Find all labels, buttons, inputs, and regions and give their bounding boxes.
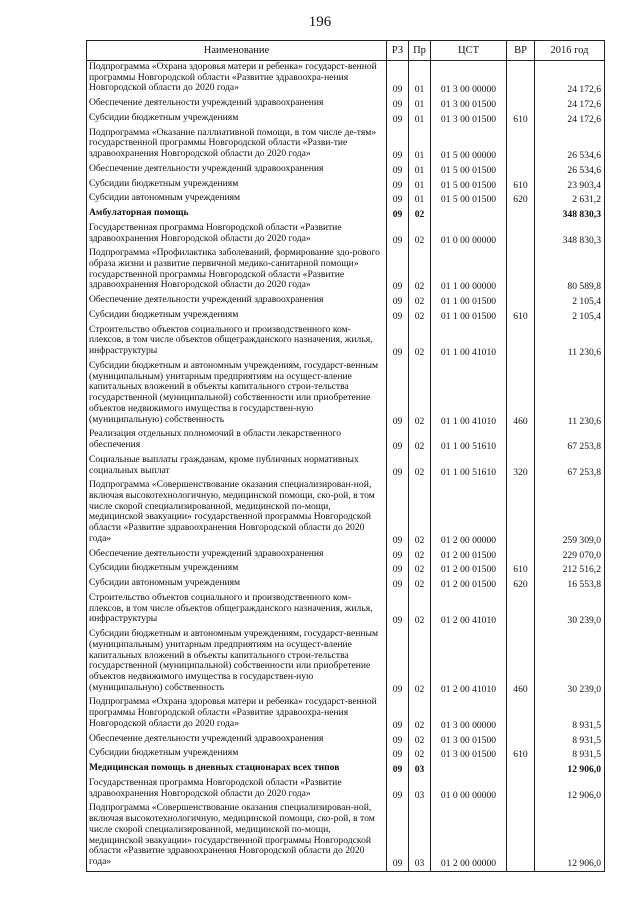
row-pr: 02	[409, 696, 431, 732]
row-pr: 01	[409, 163, 431, 178]
row-vr: 320	[507, 454, 535, 479]
row-name: Реализация отдельных полномочий в области лекарственного обеспечения	[87, 428, 387, 453]
row-sum: 12 906,0	[535, 802, 605, 871]
row-sum: 8 931,5	[535, 747, 605, 762]
table-row	[87, 207, 605, 222]
row-rz: 09	[387, 222, 409, 247]
row-pr: 01	[409, 192, 431, 207]
row-name: Подпрограмма «Охрана здоровья матери и ребенка» государст-венной программы Новгородской области «Развитие здравоохра-нения Новгородской области до 2020 года»	[87, 61, 387, 98]
row-pr: 02	[409, 479, 431, 547]
row-rz: 09	[387, 562, 409, 577]
budget-table	[86, 40, 605, 872]
row-cst: 01 0 00 00000	[431, 777, 507, 802]
row-vr	[507, 247, 535, 294]
row-vr: 620	[507, 192, 535, 207]
row-rz: 09	[387, 247, 409, 294]
row-cst: 01 2 00 00000	[431, 479, 507, 547]
header-vr: ВР	[507, 41, 535, 61]
row-rz: 09	[387, 112, 409, 127]
row-pr: 02	[409, 733, 431, 748]
row-vr	[507, 324, 535, 360]
table-row	[87, 802, 605, 871]
row-pr: 02	[409, 577, 431, 592]
row-cst: 01 3 00 01500	[431, 747, 507, 762]
table-row	[87, 309, 605, 324]
row-pr: 01	[409, 61, 431, 98]
row-pr: 01	[409, 127, 431, 163]
table-row	[87, 163, 605, 178]
row-sum: 259 309,0	[535, 479, 605, 547]
row-rz: 09	[387, 592, 409, 628]
row-cst: 01 1 00 00000	[431, 247, 507, 294]
row-name: Строительство объектов социального и производственного ком-плексов, в том числе объектов общегражданского назначения, жилья, инфраструктуры	[87, 592, 387, 628]
row-vr	[507, 592, 535, 628]
header-year: 2016 год	[535, 41, 605, 61]
row-pr: 02	[409, 222, 431, 247]
row-sum: 229 070,0	[535, 548, 605, 563]
row-sum: 2 631,2	[535, 192, 605, 207]
row-cst: 01 5 00 01500	[431, 178, 507, 193]
row-sum: 67 253,8	[535, 454, 605, 479]
row-cst: 01 5 00 01500	[431, 192, 507, 207]
row-rz: 09	[387, 747, 409, 762]
table-row	[87, 562, 605, 577]
row-sum: 67 253,8	[535, 428, 605, 453]
row-sum: 8 931,5	[535, 696, 605, 732]
table-row	[87, 777, 605, 802]
row-cst: 01 1 00 51610	[431, 428, 507, 453]
row-cst	[431, 207, 507, 222]
row-vr	[507, 696, 535, 732]
row-pr: 03	[409, 762, 431, 777]
row-rz: 09	[387, 454, 409, 479]
row-rz: 09	[387, 802, 409, 871]
row-vr	[507, 777, 535, 802]
row-name: Обеспечение деятельности учреждений здравоохранения	[87, 294, 387, 309]
row-vr	[507, 97, 535, 112]
row-rz: 09	[387, 192, 409, 207]
row-sum: 11 230,6	[535, 360, 605, 428]
row-vr: 460	[507, 360, 535, 428]
row-name: Субсидии бюджетным учреждениям	[87, 309, 387, 324]
row-sum: 12 906,0	[535, 762, 605, 777]
row-rz: 09	[387, 178, 409, 193]
row-rz: 09	[387, 777, 409, 802]
row-cst: 01 2 00 01500	[431, 548, 507, 563]
row-name: Подпрограмма «Совершенствование оказания специализирован-ной, включая высокотехнологичную, медицинской помощи, ско-рой, в том числе скорой специализированной, медицинской по-мощи, медицинской эвакуации» государственной программы Новгородской области «Развитие здравоохранения Новгородской области до 2020 года»	[87, 479, 387, 547]
row-sum: 30 239,0	[535, 592, 605, 628]
table-row	[87, 127, 605, 163]
header-rz: РЗ	[387, 41, 409, 61]
table-row	[87, 428, 605, 453]
row-vr	[507, 207, 535, 222]
table-row	[87, 61, 605, 98]
row-name: Амбулаторная помощь	[87, 207, 387, 222]
header-pr: Пр	[409, 41, 431, 61]
row-sum: 30 239,0	[535, 628, 605, 696]
table-row	[87, 324, 605, 360]
row-rz: 09	[387, 294, 409, 309]
row-vr	[507, 163, 535, 178]
row-cst: 01 1 00 01500	[431, 309, 507, 324]
row-cst: 01 3 00 01500	[431, 112, 507, 127]
row-pr: 02	[409, 360, 431, 428]
row-sum: 2 105,4	[535, 309, 605, 324]
row-name: Субсидии автономным учреждениям	[87, 577, 387, 592]
row-pr: 01	[409, 178, 431, 193]
row-rz: 09	[387, 309, 409, 324]
row-sum: 11 230,6	[535, 324, 605, 360]
header-cst: ЦСТ	[431, 41, 507, 61]
table-row	[87, 178, 605, 193]
row-vr	[507, 762, 535, 777]
row-cst	[431, 762, 507, 777]
header-name: Наименование	[87, 41, 387, 61]
row-cst: 01 2 00 00000	[431, 802, 507, 871]
row-rz: 09	[387, 628, 409, 696]
row-name: Субсидии бюджетным учреждениям	[87, 562, 387, 577]
row-pr: 02	[409, 247, 431, 294]
row-rz: 09	[387, 577, 409, 592]
row-cst: 01 3 00 01500	[431, 733, 507, 748]
row-name: Субсидии бюджетным учреждениям	[87, 178, 387, 193]
row-name: Субсидии бюджетным и автономным учреждениям, государст-венным (муниципальным) унитарным предприятиям на осущест-вление капитальных вложений в объекты капитального строи-тельства государственной (муниципальной) собственности или приобретение объектов недвижимого имущества в государствен-ную (муниципальную) собственность	[87, 628, 387, 696]
table-row	[87, 592, 605, 628]
row-rz: 09	[387, 479, 409, 547]
row-sum: 26 534,6	[535, 127, 605, 163]
row-sum: 24 172,6	[535, 61, 605, 98]
table-row	[87, 548, 605, 563]
row-pr: 01	[409, 97, 431, 112]
row-vr	[507, 479, 535, 547]
row-vr: 610	[507, 178, 535, 193]
row-pr: 02	[409, 562, 431, 577]
row-cst: 01 2 00 01500	[431, 562, 507, 577]
table-row	[87, 479, 605, 547]
row-vr	[507, 428, 535, 453]
row-sum: 23 903,4	[535, 178, 605, 193]
table-row	[87, 97, 605, 112]
row-cst: 01 2 00 01500	[431, 577, 507, 592]
row-rz: 09	[387, 428, 409, 453]
row-pr: 03	[409, 777, 431, 802]
row-pr: 02	[409, 207, 431, 222]
row-cst: 01 5 00 00000	[431, 127, 507, 163]
row-name: Обеспечение деятельности учреждений здравоохранения	[87, 548, 387, 563]
row-name: Субсидии автономным учреждениям	[87, 192, 387, 207]
row-sum: 8 931,5	[535, 733, 605, 748]
table-row	[87, 747, 605, 762]
row-cst: 01 1 00 41010	[431, 360, 507, 428]
row-cst: 01 1 00 41010	[431, 324, 507, 360]
table-body	[87, 61, 605, 872]
row-rz: 09	[387, 733, 409, 748]
row-rz: 09	[387, 97, 409, 112]
row-rz: 09	[387, 127, 409, 163]
row-pr: 02	[409, 309, 431, 324]
row-name: Обеспечение деятельности учреждений здравоохранения	[87, 97, 387, 112]
row-vr	[507, 294, 535, 309]
row-vr: 610	[507, 112, 535, 127]
table-row	[87, 112, 605, 127]
table-header-row	[87, 41, 605, 61]
row-name: Подпрограмма «Оказание паллиативной помощи, в том числе де-тям» государственной программы Новгородской области «Разви-тие здравоохранения Новгородской области до 2020 года»	[87, 127, 387, 163]
row-vr: 620	[507, 577, 535, 592]
row-pr: 02	[409, 428, 431, 453]
row-name: Субсидии бюджетным учреждениям	[87, 747, 387, 762]
row-name: Подпрограмма «Профилактика заболеваний, формирование здо-рового образа жизни и развитие первичной медико-санитарной помощи» государственной программы Новгородской области «Развитие здравоохранения Новгородской области до 2020 года»	[87, 247, 387, 294]
row-pr: 01	[409, 112, 431, 127]
row-name: Государственная программа Новгородской области «Развитие здравоохранения Новгородской области до 2020 года»	[87, 222, 387, 247]
row-vr: 610	[507, 747, 535, 762]
row-cst: 01 2 00 41010	[431, 592, 507, 628]
row-cst: 01 1 00 01500	[431, 294, 507, 309]
row-pr: 02	[409, 628, 431, 696]
row-vr	[507, 127, 535, 163]
row-vr	[507, 548, 535, 563]
row-rz: 09	[387, 548, 409, 563]
row-sum: 16 553,8	[535, 577, 605, 592]
row-vr: 610	[507, 309, 535, 324]
row-sum: 80 589,8	[535, 247, 605, 294]
row-rz: 09	[387, 61, 409, 98]
table-row	[87, 454, 605, 479]
row-vr: 460	[507, 628, 535, 696]
row-vr: 610	[507, 562, 535, 577]
row-cst: 01 1 00 51610	[431, 454, 507, 479]
row-name: Подпрограмма «Совершенствование оказания специализирован-ной, включая высокотехнологичную, медицинской помощи, ско-рой, в том числе скорой специализированной, медицинской по-мощи, медицинской эвакуации» государственной программы Новгородской области «Развитие здравоохранения Новгородской области до 2020 года»	[87, 802, 387, 871]
table-row	[87, 577, 605, 592]
row-name: Социальные выплаты гражданам, кроме публичных нормативных социальных выплат	[87, 454, 387, 479]
row-sum: 212 516,2	[535, 562, 605, 577]
row-pr: 03	[409, 802, 431, 871]
table-row	[87, 294, 605, 309]
row-pr: 02	[409, 747, 431, 762]
row-name: Субсидии бюджетным и автономным учреждениям, государст-венным (муниципальным) унитарным предприятиям на осущест-вление капитальных вложений в объекты капитального строи-тельства государственной (муниципальной) собственности или приобретение объектов недвижимого имущества в государствен-ную (муниципальную) собственность	[87, 360, 387, 428]
row-pr: 02	[409, 592, 431, 628]
row-cst: 01 2 00 41010	[431, 628, 507, 696]
row-vr	[507, 733, 535, 748]
row-vr	[507, 61, 535, 98]
row-cst: 01 5 00 01500	[431, 163, 507, 178]
row-name: Обеспечение деятельности учреждений здравоохранения	[87, 733, 387, 748]
row-sum: 2 105,4	[535, 294, 605, 309]
row-name: Субсидии бюджетным учреждениям	[87, 112, 387, 127]
row-rz: 09	[387, 324, 409, 360]
table-row	[87, 247, 605, 294]
row-name: Подпрограмма «Охрана здоровья матери и ребенка» государст-венной программы Новгородской области «Развитие здравоохра-нения Новгородской области до 2020 года»	[87, 696, 387, 732]
table-row	[87, 360, 605, 428]
row-sum: 348 830,3	[535, 207, 605, 222]
table-row	[87, 733, 605, 748]
row-pr: 02	[409, 294, 431, 309]
row-pr: 02	[409, 548, 431, 563]
row-name: Государственная программа Новгородской области «Развитие здравоохранения Новгородской области до 2020 года»	[87, 777, 387, 802]
row-vr	[507, 222, 535, 247]
row-sum: 12 906,0	[535, 777, 605, 802]
row-vr	[507, 802, 535, 871]
row-name: Медицинская помощь в дневных стационарах всех типов	[87, 762, 387, 777]
row-rz: 09	[387, 696, 409, 732]
row-sum: 24 172,6	[535, 97, 605, 112]
table-row	[87, 696, 605, 732]
row-cst: 01 3 00 00000	[431, 696, 507, 732]
table-row	[87, 762, 605, 777]
row-cst: 01 0 00 00000	[431, 222, 507, 247]
row-sum: 348 830,3	[535, 222, 605, 247]
row-sum: 24 172,6	[535, 112, 605, 127]
row-rz: 09	[387, 360, 409, 428]
table-row	[87, 222, 605, 247]
table-row	[87, 628, 605, 696]
row-pr: 02	[409, 454, 431, 479]
row-pr: 02	[409, 324, 431, 360]
row-name: Строительство объектов социального и производственного ком-плексов, в том числе объектов общегражданского назначения, жилья, инфраструктуры	[87, 324, 387, 360]
page-number: 196	[308, 14, 332, 30]
row-rz: 09	[387, 207, 409, 222]
row-cst: 01 3 00 01500	[431, 97, 507, 112]
row-name: Обеспечение деятельности учреждений здравоохранения	[87, 163, 387, 178]
row-rz: 09	[387, 762, 409, 777]
table-row	[87, 192, 605, 207]
row-rz: 09	[387, 163, 409, 178]
row-cst: 01 3 00 00000	[431, 61, 507, 98]
row-sum: 26 534,6	[535, 163, 605, 178]
